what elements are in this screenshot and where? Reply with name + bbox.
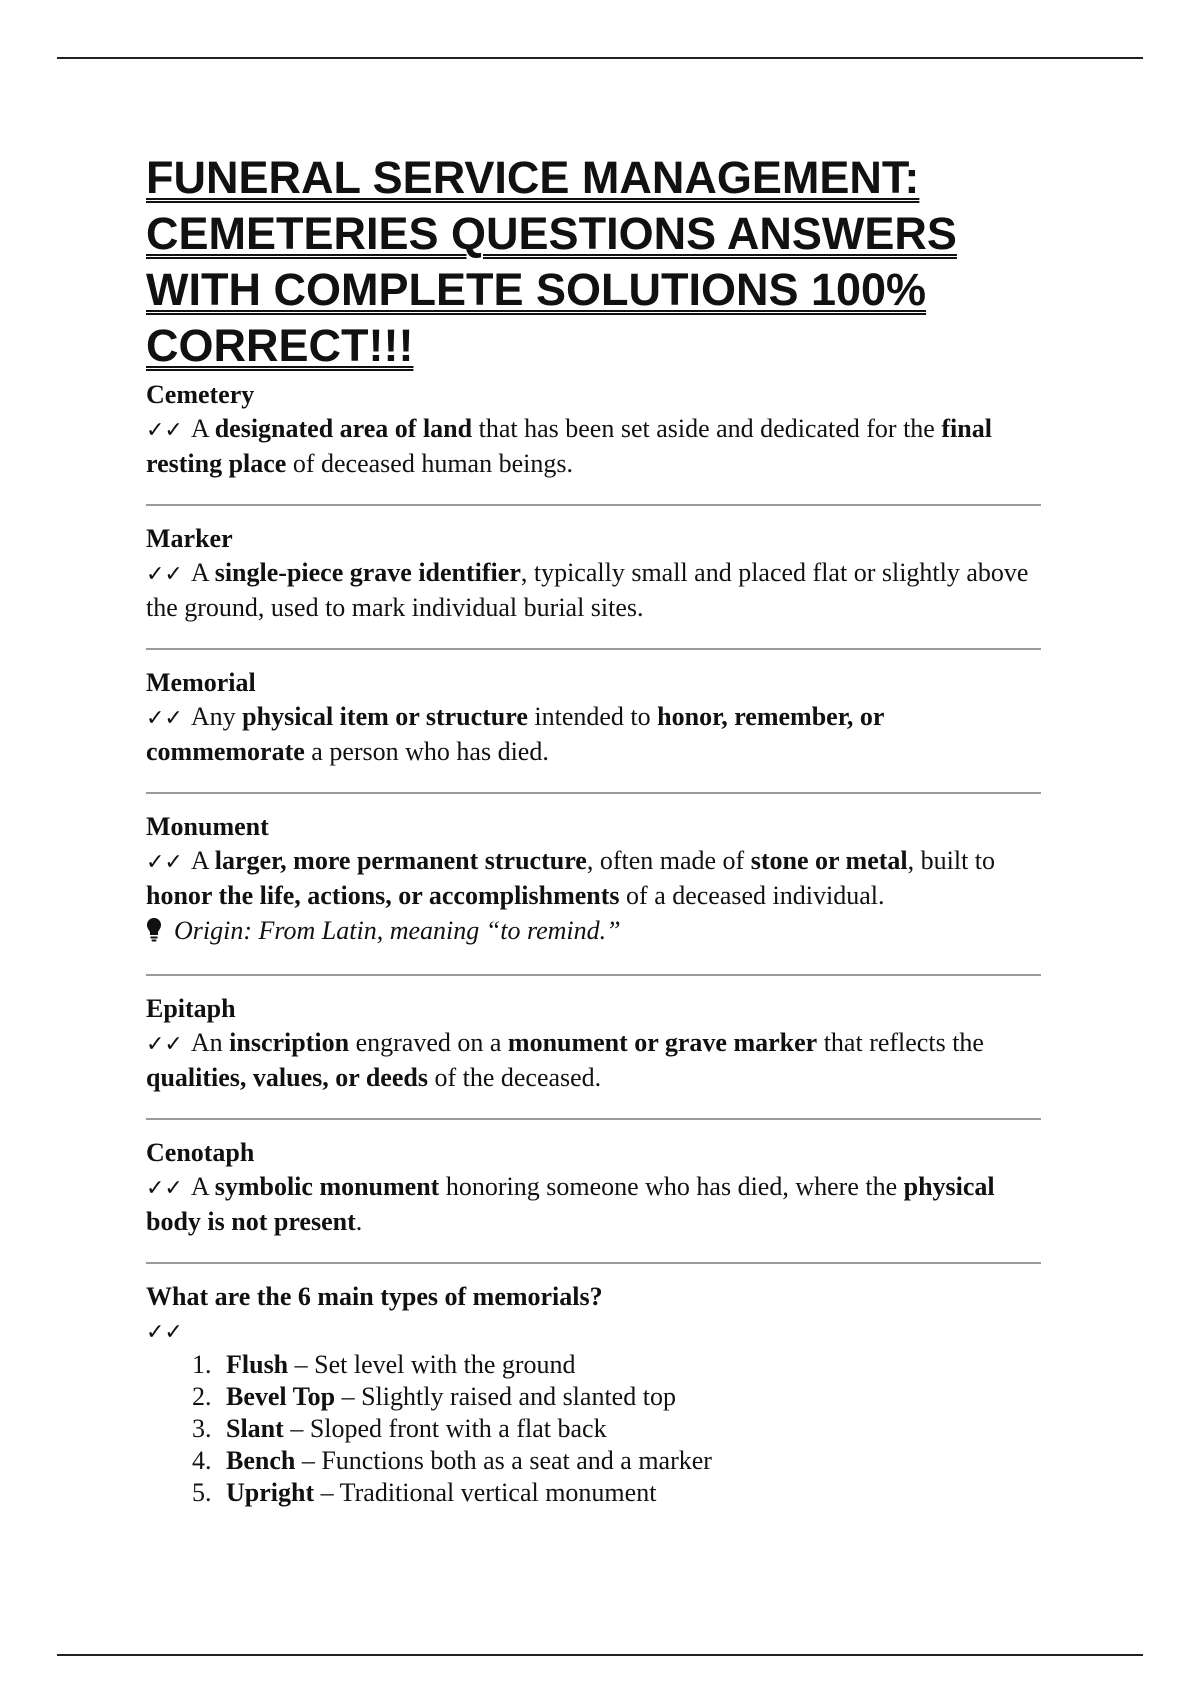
term-title: Monument [146,812,269,841]
top-page-rule [57,57,1143,59]
list-item: 3. Slant – Sloped front with a flat back [218,1413,1041,1445]
double-check-icon: ✓✓ [146,562,183,587]
entry-monument [146,806,1041,976]
list-item: 5. Upright – Traditional vertical monument [218,1477,1041,1509]
term-title: Marker [146,524,233,553]
bottom-page-rule [57,1654,1143,1656]
term-definition: ✓✓ A larger, more permanent structure, often made of stone or metal, built to honor the life, actions, or accomplishments of a deceased individual. [146,846,996,910]
term-title: Cemetery [146,380,255,409]
entry-cemetery [146,374,1041,506]
term-title: Cenotaph [146,1138,255,1167]
term-definition: ✓✓ A symbolic monument honoring someone who has died, where the physical body is not present. [146,1172,995,1236]
answer-checkmark [146,1314,1041,1349]
origin-note [146,912,1041,950]
entry-memorial-types [146,1276,1041,1533]
term-definition: ✓✓ A single-piece grave identifier, typically small and placed flat or slightly above the ground, used to mark individual burial sites. [146,558,1029,622]
term-definition: ✓✓ A designated area of land that has been set aside and dedicated for the final resting place of deceased human beings. [146,414,992,478]
double-check-icon: ✓✓ [146,418,183,443]
document-title: FUNERAL SERVICE MANAGEMENT: CEMETERIES QUESTIONS ANSWERS WITH COMPLETE SOLUTIONS 100% CORRECT!!! [146,152,957,371]
double-check-icon: ✓✓ [146,850,183,875]
term-definition: ✓✓ Any physical item or structure intended to honor, remember, or commemorate a person who has died. [146,702,884,766]
entry-cenotaph [146,1132,1041,1264]
entry-marker [146,518,1041,650]
term-title: Epitaph [146,994,236,1023]
list-item: 1. Flush – Set level with the ground [218,1349,1041,1381]
question-title: What are the 6 main types of memorials? [146,1282,603,1311]
double-check-icon: ✓✓ [146,1320,183,1345]
double-check-icon: ✓✓ [146,1032,183,1057]
double-check-icon: ✓✓ [146,706,183,731]
document-body [146,150,1041,1545]
list-item: 2. Bevel Top – Slightly raised and slanted top [218,1381,1041,1413]
memorial-types-list [146,1349,1041,1509]
double-check-icon: ✓✓ [146,1176,183,1201]
list-item: 4. Bench – Functions both as a seat and a marker [218,1445,1041,1477]
entry-epitaph [146,988,1041,1120]
term-definition: ✓✓ An inscription engraved on a monument or grave marker that reflects the qualities, values, or deeds of the deceased. [146,1028,984,1092]
origin-text: Origin: From Latin, meaning “to remind.” [174,916,621,945]
term-title: Memorial [146,668,256,697]
lightbulb-icon [146,917,162,943]
entry-memorial [146,662,1041,794]
